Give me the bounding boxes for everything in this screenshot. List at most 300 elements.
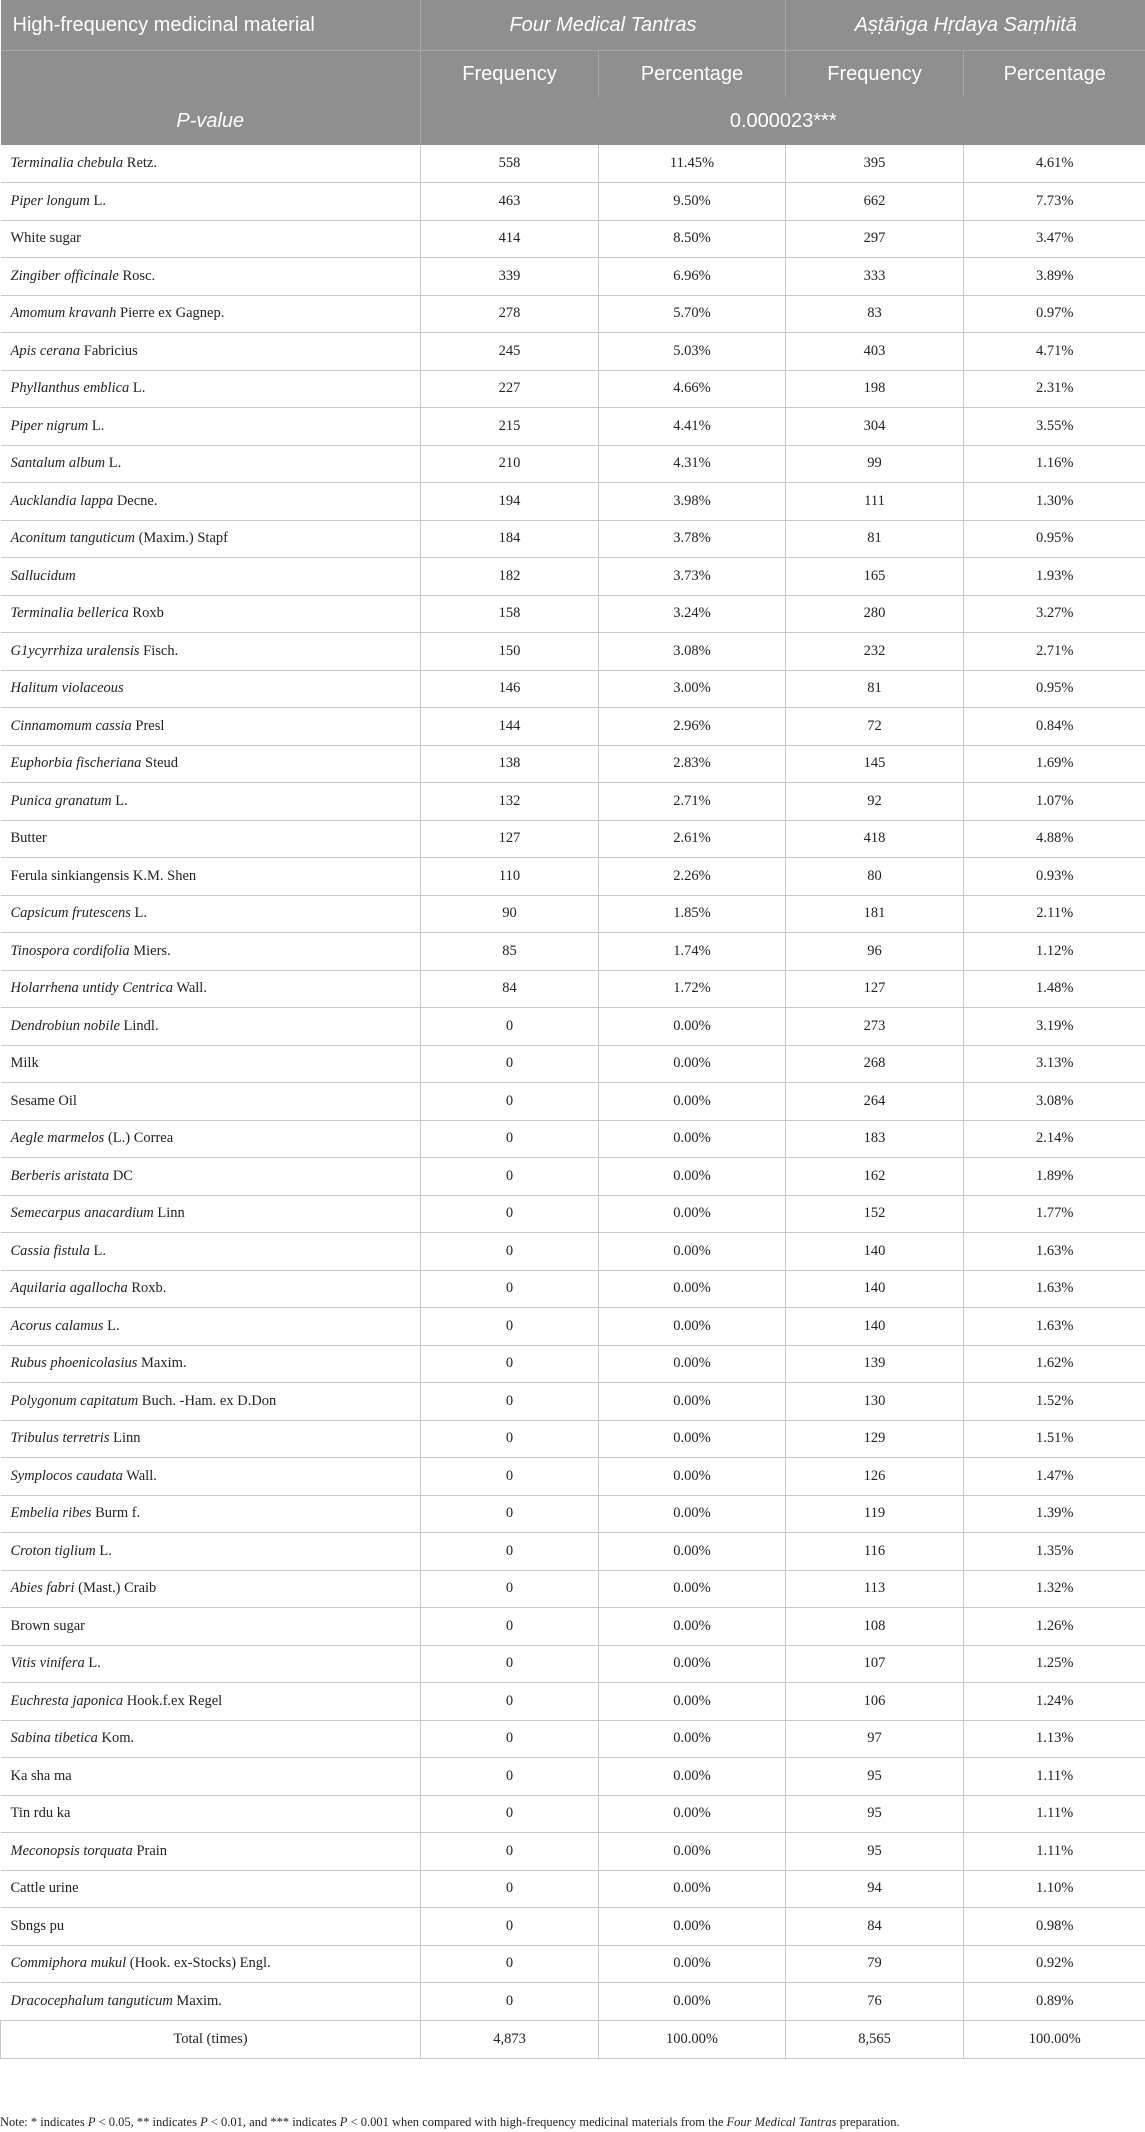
material-name (1, 483, 421, 521)
percentage-b-cell: 1.63% (964, 1270, 1145, 1308)
frequency-b-cell: 130 (786, 1383, 964, 1421)
table-row (1, 483, 1145, 521)
percentage-b-cell: 1.77% (964, 1195, 1145, 1233)
percentage-b-cell: 3.13% (964, 1045, 1145, 1083)
material-author: Wall. (122, 1467, 157, 1484)
material-author: Pierre ex Gagnep. (116, 305, 225, 322)
frequency-b-cell: 273 (786, 1008, 964, 1046)
percentage-a-cell: 0.00% (599, 1270, 786, 1308)
percentage-a-cell: 0.00% (599, 1383, 786, 1421)
material-name (1, 858, 421, 896)
table-row (1, 1495, 1145, 1533)
material-name (1, 970, 421, 1008)
material-author: Lindl. (119, 1017, 159, 1034)
percentage-b-cell: 1.12% (964, 933, 1145, 971)
note-text: < 0.01, and *** indicates (207, 2115, 340, 2129)
percentage-b-cell: 1.26% (964, 1608, 1145, 1646)
percentage-a-cell: 1.85% (599, 895, 786, 933)
material-latin: Piper nigrum (10, 417, 89, 434)
material-author: (L.) Correa (104, 1130, 174, 1147)
percentage-a-cell: 8.50% (599, 220, 786, 258)
frequency-a-cell: 0 (421, 1458, 599, 1496)
material-author: White sugar (10, 230, 81, 247)
frequency-a-cell: 158 (421, 595, 599, 633)
table-row (1, 558, 1145, 596)
material-author: L. (130, 905, 148, 922)
total-percentage-b: 100.00% (964, 2020, 1145, 2058)
material-name (1, 295, 421, 333)
material-author: Roxb (128, 605, 164, 622)
material-latin: Meconopsis torquata (10, 1842, 133, 1859)
material-name (1, 1008, 421, 1046)
material-name (1, 933, 421, 971)
table-row (1, 858, 1145, 896)
table-row (1, 1645, 1145, 1683)
frequency-b-cell: 297 (786, 220, 964, 258)
percentage-a-cell: 0.00% (599, 1533, 786, 1571)
material-name (1, 1533, 421, 1571)
note-p: P (200, 2115, 208, 2129)
frequency-b-cell: 80 (786, 858, 964, 896)
frequency-b-cell: 165 (786, 558, 964, 596)
total-frequency-a: 4,873 (421, 2020, 599, 2058)
frequency-b-cell: 140 (786, 1308, 964, 1346)
material-latin: Capsicum frutescens (10, 905, 131, 922)
material-latin: Amomum kravanh (10, 305, 117, 322)
material-name (1, 333, 421, 371)
material-author: Rosc. (118, 267, 156, 284)
table-row (1, 783, 1145, 821)
frequency-a-cell: 0 (421, 1083, 599, 1121)
material-author: Fabricius (80, 342, 138, 359)
material-latin: Euchresta japonica (10, 1692, 124, 1709)
table-row (1, 1683, 1145, 1721)
material-latin: Terminalia bellerica (10, 605, 129, 622)
material-author: L. (88, 417, 105, 434)
material-latin: Aegle marmelos (10, 1130, 105, 1147)
material-author: L. (95, 1542, 112, 1559)
percentage-b-cell: 3.27% (964, 595, 1145, 633)
percentage-a-cell: 0.00% (599, 1420, 786, 1458)
percentage-a-cell: 2.83% (599, 745, 786, 783)
frequency-a-cell: 0 (421, 1758, 599, 1796)
material-author: Linn (153, 1205, 185, 1222)
percentage-b-cell: 0.89% (964, 1983, 1145, 2021)
percentage-a-cell: 5.70% (599, 295, 786, 333)
material-author: Tin rdu ka (10, 1805, 71, 1822)
material-author: Kom. (97, 1730, 135, 1747)
material-author: L. (111, 792, 128, 809)
material-name (1, 1683, 421, 1721)
percentage-b-cell: 1.47% (964, 1458, 1145, 1496)
material-name (1, 633, 421, 671)
frequency-a-cell: 150 (421, 633, 599, 671)
percentage-b-cell: 3.08% (964, 1083, 1145, 1121)
frequency-b-cell: 107 (786, 1645, 964, 1683)
frequency-b-cell: 333 (786, 258, 964, 296)
percentage-a-cell: 0.00% (599, 1983, 786, 2021)
frequency-b-cell: 76 (786, 1983, 964, 2021)
material-author: L. (103, 1317, 120, 1334)
table-row (1, 1945, 1145, 1983)
table-row (1, 1045, 1145, 1083)
table-row (1, 708, 1145, 746)
table-row (1, 1458, 1145, 1496)
material-latin: Semecarpus anacardium (10, 1205, 154, 1222)
material-name (1, 1645, 421, 1683)
percentage-a-cell: 0.00% (599, 1683, 786, 1721)
material-latin: Apis cerana (10, 342, 81, 359)
frequency-b-cell: 140 (786, 1233, 964, 1271)
table-row (1, 895, 1145, 933)
percentage-b-cell: 2.71% (964, 633, 1145, 671)
frequency-b-cell: 126 (786, 1458, 964, 1496)
material-latin: Zingiber officinale (10, 267, 119, 284)
percentage-b-cell: 2.11% (964, 895, 1145, 933)
percentage-a-cell: 0.00% (599, 1495, 786, 1533)
frequency-a-cell: 463 (421, 183, 599, 221)
percentage-a-cell: 9.50% (599, 183, 786, 221)
header-source-a: Four Medical Tantras (421, 0, 786, 51)
percentage-b-cell: 1.35% (964, 1533, 1145, 1571)
material-name (1, 1908, 421, 1946)
material-latin: Holarrhena untidy Centrica (10, 980, 173, 997)
material-name (1, 1083, 421, 1121)
material-latin: Cinnamomum cassia (10, 717, 132, 734)
material-name (1, 895, 421, 933)
frequency-a-cell: 84 (421, 970, 599, 1008)
material-author: Retz. (123, 155, 157, 171)
material-author: Hook.f.ex Regel (123, 1692, 223, 1709)
material-author: Sbngs pu (10, 1917, 65, 1934)
percentage-a-cell: 0.00% (599, 1870, 786, 1908)
frequency-a-cell: 138 (421, 745, 599, 783)
percentage-a-cell: 3.24% (599, 595, 786, 633)
frequency-b-cell: 119 (786, 1495, 964, 1533)
material-latin: Polygonum capitatum (10, 1392, 139, 1409)
material-name (1, 183, 421, 221)
frequency-a-cell: 0 (421, 1233, 599, 1271)
frequency-a-cell: 0 (421, 1645, 599, 1683)
frequency-a-cell: 0 (421, 1795, 599, 1833)
material-latin: Terminalia chebula (10, 155, 124, 171)
note-text: < 0.001 when compared with high-frequency medicinal materials from the (347, 2115, 727, 2129)
frequency-b-cell: 108 (786, 1608, 964, 1646)
table-row (1, 1720, 1145, 1758)
percentage-b-cell: 0.95% (964, 520, 1145, 558)
percentage-b-cell: 3.55% (964, 408, 1145, 446)
material-name (1, 783, 421, 821)
frequency-b-cell: 95 (786, 1758, 964, 1796)
material-name (1, 1345, 421, 1383)
frequency-a-cell: 339 (421, 258, 599, 296)
material-name (1, 745, 421, 783)
frequency-a-cell: 0 (421, 1870, 599, 1908)
header-material: High-frequency medicinal material (1, 0, 421, 51)
percentage-a-cell: 0.00% (599, 1045, 786, 1083)
total-label: Total (times) (1, 2020, 421, 2058)
material-author: Maxim. (137, 1355, 187, 1372)
material-author: Miers. (129, 942, 171, 959)
frequency-a-cell: 182 (421, 558, 599, 596)
material-latin: Berberis aristata (10, 1167, 110, 1184)
frequency-b-cell: 232 (786, 633, 964, 671)
material-latin: Commiphora mukul (10, 1955, 127, 1972)
percentage-b-cell: 2.14% (964, 1120, 1145, 1158)
material-author: L. (105, 455, 122, 472)
table-row (1, 1158, 1145, 1196)
percentage-a-cell: 0.00% (599, 1195, 786, 1233)
frequency-b-cell: 662 (786, 183, 964, 221)
frequency-b-cell: 96 (786, 933, 964, 971)
percentage-b-cell: 0.98% (964, 1908, 1145, 1946)
percentage-a-cell: 1.74% (599, 933, 786, 971)
material-author: Ferula sinkiangensis K.M. Shen (10, 867, 197, 884)
material-latin: Euphorbia fischeriana (10, 755, 142, 772)
material-author: Milk (10, 1055, 39, 1072)
material-latin: Aucklandia lappa (10, 492, 114, 509)
material-latin: Vitis vinifera (10, 1655, 85, 1672)
material-latin: Sabina tibetica (10, 1730, 98, 1747)
material-latin: Halitum violaceous (10, 680, 124, 697)
material-name (1, 1495, 421, 1533)
percentage-a-cell: 3.08% (599, 633, 786, 671)
note-source: Four Medical Tantras (726, 2115, 837, 2129)
table-row (1, 670, 1145, 708)
percentage-b-cell: 1.51% (964, 1420, 1145, 1458)
percentage-b-cell: 0.93% (964, 858, 1145, 896)
pvalue-value: 0.000023*** (421, 97, 1145, 145)
percentage-a-cell: 2.71% (599, 783, 786, 821)
table-row (1, 333, 1145, 371)
frequency-a-cell: 0 (421, 1045, 599, 1083)
material-author: Cattle urine (10, 1880, 79, 1897)
table-row (1, 1608, 1145, 1646)
percentage-a-cell: 3.78% (599, 520, 786, 558)
percentage-a-cell: 11.45% (599, 145, 786, 183)
material-name (1, 520, 421, 558)
percentage-b-cell: 1.89% (964, 1158, 1145, 1196)
table-row (1, 145, 1145, 183)
table-row (1, 1983, 1145, 2021)
frequency-a-cell: 227 (421, 370, 599, 408)
frequency-b-cell: 403 (786, 333, 964, 371)
percentage-b-cell: 4.71% (964, 333, 1145, 371)
percentage-a-cell: 0.00% (599, 1308, 786, 1346)
material-latin: G1ycyrrhiza uralensis (10, 642, 140, 659)
material-author: L. (129, 380, 146, 397)
frequency-a-cell: 0 (421, 1383, 599, 1421)
percentage-a-cell: 0.00% (599, 1758, 786, 1796)
percentage-b-cell: 1.63% (964, 1233, 1145, 1271)
frequency-b-cell: 113 (786, 1570, 964, 1608)
pvalue-label: P-value (1, 97, 421, 145)
table-row (1, 1233, 1145, 1271)
table-row (1, 520, 1145, 558)
table-row (1, 1870, 1145, 1908)
percentage-b-cell: 3.47% (964, 220, 1145, 258)
percentage-b-cell: 0.97% (964, 295, 1145, 333)
material-latin: Punica granatum (10, 792, 112, 809)
table-row (1, 1083, 1145, 1121)
frequency-a-cell: 245 (421, 333, 599, 371)
percentage-b-cell: 4.61% (964, 145, 1145, 183)
frequency-a-cell: 0 (421, 1195, 599, 1233)
frequency-b-cell: 83 (786, 295, 964, 333)
frequency-b-cell: 183 (786, 1120, 964, 1158)
frequency-a-cell: 0 (421, 1120, 599, 1158)
percentage-a-cell: 1.72% (599, 970, 786, 1008)
frequency-b-cell: 92 (786, 783, 964, 821)
material-name (1, 258, 421, 296)
percentage-b-cell: 1.52% (964, 1383, 1145, 1421)
table-row (1, 1008, 1145, 1046)
note-text: Note: * indicates (0, 2115, 88, 2129)
table-row (1, 1420, 1145, 1458)
total-percentage-a: 100.00% (599, 2020, 786, 2058)
percentage-a-cell: 0.00% (599, 1008, 786, 1046)
percentage-b-cell: 1.10% (964, 1870, 1145, 1908)
percentage-b-cell: 1.13% (964, 1720, 1145, 1758)
material-latin: Sallucidum (10, 567, 76, 584)
frequency-a-cell: 0 (421, 1908, 599, 1946)
material-author: Brown sugar (10, 1617, 86, 1634)
percentage-a-cell: 5.03% (599, 333, 786, 371)
percentage-a-cell: 0.00% (599, 1908, 786, 1946)
material-author: Roxb. (127, 1280, 167, 1297)
percentage-a-cell: 6.96% (599, 258, 786, 296)
material-latin: Piper longum (10, 192, 90, 209)
header-source-b: Aṣṭāṅga Hṛdaya Saṃhitā (786, 0, 1145, 51)
percentage-a-cell: 0.00% (599, 1720, 786, 1758)
frequency-a-cell: 0 (421, 1683, 599, 1721)
percentage-a-cell: 0.00% (599, 1570, 786, 1608)
table-row (1, 258, 1145, 296)
frequency-a-cell: 110 (421, 858, 599, 896)
material-latin: Acorus calamus (10, 1317, 104, 1334)
material-name (1, 595, 421, 633)
material-author: (Mast.) Craib (74, 1580, 157, 1597)
percentage-a-cell: 0.00% (599, 1233, 786, 1271)
material-name (1, 1795, 421, 1833)
table-row (1, 595, 1145, 633)
material-name (1, 1383, 421, 1421)
table-row (1, 183, 1145, 221)
frequency-a-cell: 558 (421, 145, 599, 183)
table-row (1, 1345, 1145, 1383)
material-name (1, 1420, 421, 1458)
percentage-a-cell: 2.26% (599, 858, 786, 896)
frequency-b-cell: 84 (786, 1908, 964, 1946)
percentage-a-cell: 4.41% (599, 408, 786, 446)
percentage-b-cell: 0.95% (964, 670, 1145, 708)
frequency-a-cell: 0 (421, 1945, 599, 1983)
material-name (1, 670, 421, 708)
material-name (1, 820, 421, 858)
material-name (1, 1045, 421, 1083)
table-body (1, 145, 1145, 2058)
percentage-a-cell: 0.00% (599, 1083, 786, 1121)
frequency-a-cell: 0 (421, 1720, 599, 1758)
table-row (1, 1308, 1145, 1346)
total-frequency-b: 8,565 (786, 2020, 964, 2058)
material-author: Burm f. (91, 1505, 141, 1522)
table-row (1, 633, 1145, 671)
percentage-b-cell: 3.19% (964, 1008, 1145, 1046)
frequency-a-cell: 184 (421, 520, 599, 558)
table-row (1, 1758, 1145, 1796)
frequency-b-cell: 304 (786, 408, 964, 446)
frequency-a-cell: 414 (421, 220, 599, 258)
header-percentage-b: Percentage (964, 51, 1145, 98)
material-author: Steud (141, 755, 179, 772)
percentage-b-cell: 1.11% (964, 1833, 1145, 1871)
frequency-b-cell: 127 (786, 970, 964, 1008)
table-row (1, 1833, 1145, 1871)
percentage-a-cell: 0.00% (599, 1608, 786, 1646)
frequency-a-cell: 194 (421, 483, 599, 521)
frequency-b-cell: 145 (786, 745, 964, 783)
percentage-a-cell: 2.96% (599, 708, 786, 746)
material-latin: Abies fabri (10, 1580, 75, 1597)
percentage-a-cell: 2.61% (599, 820, 786, 858)
material-author: Fisch. (139, 642, 179, 659)
material-latin: Croton tiglium (10, 1542, 96, 1559)
material-latin: Symplocos caudata (10, 1467, 123, 1484)
material-name (1, 1233, 421, 1271)
percentage-b-cell: 1.24% (964, 1683, 1145, 1721)
material-name (1, 1458, 421, 1496)
frequency-b-cell: 116 (786, 1533, 964, 1571)
total-row (1, 2020, 1145, 2058)
percentage-b-cell: 0.84% (964, 708, 1145, 746)
frequency-a-cell: 127 (421, 820, 599, 858)
percentage-b-cell: 1.07% (964, 783, 1145, 821)
material-author: Linn (109, 1430, 141, 1447)
percentage-b-cell: 0.92% (964, 1945, 1145, 1983)
material-name (1, 708, 421, 746)
material-name (1, 1608, 421, 1646)
table-row (1, 1795, 1145, 1833)
frequency-b-cell: 418 (786, 820, 964, 858)
frequency-a-cell: 146 (421, 670, 599, 708)
material-author: (Hook. ex-Stocks) Engl. (126, 1955, 271, 1972)
material-name (1, 1120, 421, 1158)
header-frequency-a: Frequency (421, 51, 599, 98)
material-name (1, 1270, 421, 1308)
material-name (1, 558, 421, 596)
percentage-a-cell: 4.66% (599, 370, 786, 408)
percentage-a-cell: 4.31% (599, 445, 786, 483)
frequency-a-cell: 85 (421, 933, 599, 971)
material-latin: Cassia fistula (10, 1242, 90, 1259)
frequency-b-cell: 97 (786, 1720, 964, 1758)
percentage-b-cell: 1.63% (964, 1308, 1145, 1346)
percentage-a-cell: 3.00% (599, 670, 786, 708)
frequency-b-cell: 395 (786, 145, 964, 183)
material-author: Prain (132, 1842, 168, 1859)
percentage-b-cell: 2.31% (964, 370, 1145, 408)
header-frequency-b: Frequency (786, 51, 964, 98)
frequency-a-cell: 215 (421, 408, 599, 446)
percentage-a-cell: 0.00% (599, 1458, 786, 1496)
frequency-a-cell: 0 (421, 1008, 599, 1046)
table-row (1, 220, 1145, 258)
material-name (1, 220, 421, 258)
percentage-b-cell: 1.69% (964, 745, 1145, 783)
table-row (1, 1908, 1145, 1946)
material-author: L. (84, 1655, 101, 1672)
